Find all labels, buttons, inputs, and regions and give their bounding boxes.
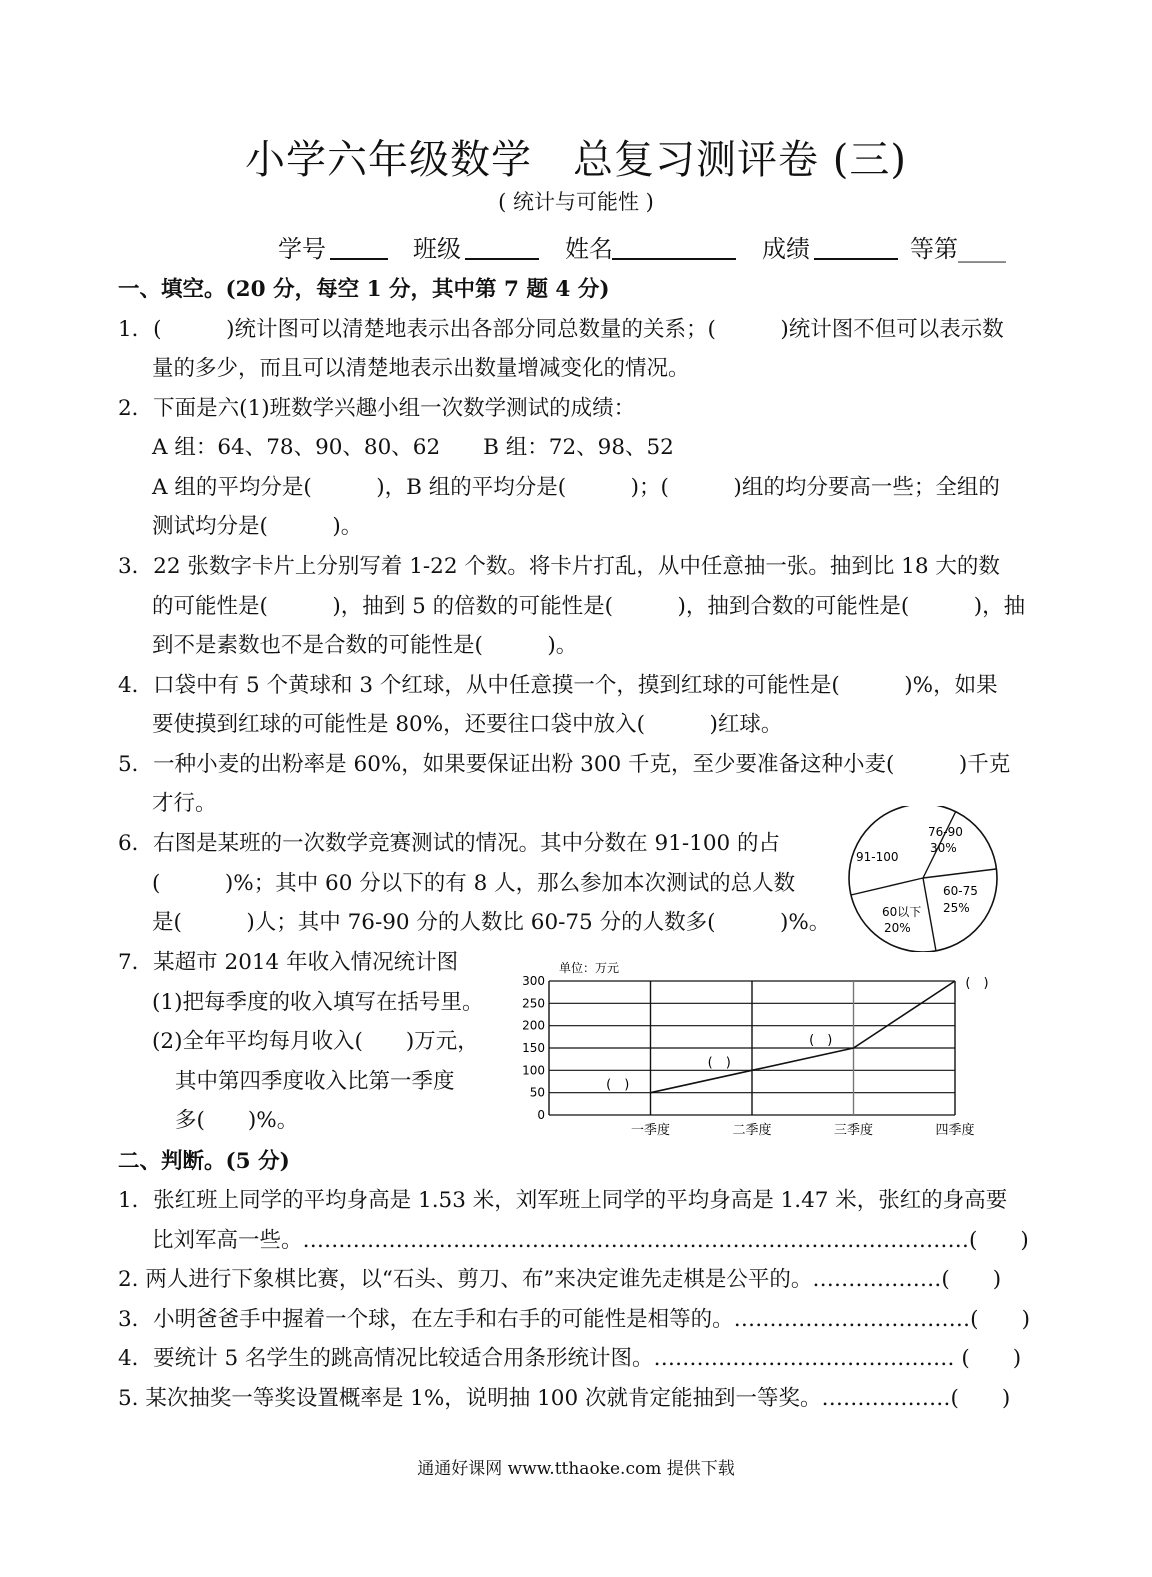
class-label: 班级 bbox=[413, 235, 461, 263]
pie-pct-76-90: 30% bbox=[930, 841, 957, 855]
pie-label-below-60: 60以下 bbox=[882, 905, 922, 919]
chart-grid bbox=[549, 981, 955, 1115]
pie-label-60-75: 60-75 bbox=[943, 884, 978, 898]
grade-label: 等第____ bbox=[910, 235, 1006, 263]
y-tick-250: 250 bbox=[522, 996, 545, 1011]
judge-q4: 4．要统计 5 名学生的跳高情况比较适合用条形统计图。…………………………………… ( ) bbox=[118, 1346, 1022, 1371]
q3-line2: 的可能性是( )，抽到 5 的倍数的可能性是( )，抽到合数的可能性是( )，抽 bbox=[152, 594, 1026, 619]
q7-line1: 7．某超市 2014 年收入情况统计图 bbox=[118, 950, 459, 975]
q6-line1: 6．右图是某班的一次数学竞赛测试的情况。其中分数在 91-100 的占 bbox=[118, 831, 781, 856]
judge-q2: 2. 两人进行下象棋比赛，以“石头、剪刀、布”来决定谁先走棋是公平的。………………( ) bbox=[118, 1267, 1002, 1292]
pie-pct-below-60: 20% bbox=[884, 921, 911, 935]
value-blank-1: ( ) bbox=[707, 1055, 731, 1071]
judge-q3: 3．小明爸爸手中握着一个球，在左手和右手的可能性是相等的。……………………………( ) bbox=[118, 1307, 1030, 1332]
q6-line3: 是( )人；其中 76-90 分的人数比 60-75 分的人数多( )%。 bbox=[152, 910, 831, 935]
y-tick-300: 300 bbox=[522, 974, 545, 988]
x-tick-一季度: 一季度 bbox=[630, 1123, 671, 1138]
class-blank[interactable] bbox=[465, 232, 539, 260]
name-label: 姓名 bbox=[565, 235, 613, 263]
pie-divider-4 bbox=[851, 878, 923, 895]
page-title: 小学六年级数学 总复习测评卷 (三) bbox=[245, 137, 907, 183]
value-blank-3: ( ) bbox=[965, 976, 989, 991]
y-tick-150: 150 bbox=[522, 1041, 545, 1055]
page-subtitle: ( 统计与可能性 ) bbox=[498, 190, 654, 214]
y-tick-50: 50 bbox=[529, 1085, 545, 1100]
chart-x-ticks bbox=[631, 1122, 975, 1138]
section2-heading: 二、判断。(5 分) bbox=[118, 1149, 290, 1174]
judge-q1-line2: 比刘军高一些。…………………………………………………………………………………( ) bbox=[152, 1228, 1029, 1253]
pie-label-76-90: 76-90 bbox=[928, 825, 963, 839]
pie-pct-60-75: 25% bbox=[943, 901, 970, 915]
chart-blanks bbox=[606, 976, 988, 1093]
chart-series-line bbox=[651, 981, 956, 1093]
pie-chart bbox=[846, 806, 1002, 952]
income-line-chart bbox=[505, 955, 995, 1143]
x-tick-二季度: 二季度 bbox=[732, 1123, 772, 1138]
q4-line2: 要使摸到红球的可能性是 80%，还要往口袋中放入( )红球。 bbox=[152, 712, 783, 737]
x-tick-四季度: 四季度 bbox=[935, 1123, 975, 1138]
section1-heading: 一、填空。(20 分，每空 1 分，其中第 7 题 4 分) bbox=[118, 277, 610, 302]
q5-line2: 才行。 bbox=[152, 791, 217, 816]
q1-line1: 1．( )统计图可以清楚地表示出各部分同总数量的关系；( )统计图不但可以表示数 bbox=[118, 317, 1004, 342]
q2-line4: 测试均分是( )。 bbox=[152, 514, 363, 539]
score-label: 成绩 bbox=[762, 235, 810, 263]
q2-line2: A 组：64、78、90、80、62 B 组：72、98、52 bbox=[152, 435, 674, 460]
q4-line1: 4．口袋中有 5 个黄球和 3 个红球，从中任意摸一个，摸到红球的可能性是( )%，如果 bbox=[118, 673, 998, 698]
q6-line2: ( )%；其中 60 分以下的有 8 人，那么参加本次测试的总人数 bbox=[152, 871, 796, 896]
footer-source: 通通好课网 www.tthaoke.com 提供下载 bbox=[417, 1459, 735, 1479]
q3-line1: 3．22 张数字卡片上分别写着 1-22 个数。将卡片打乱，从中任意抽一张。抽到比 18 大的数 bbox=[118, 554, 1000, 579]
q3-line3: 到不是素数也不是合数的可能性是( )。 bbox=[152, 633, 578, 658]
q2-line1: 2．下面是六(1)班数学兴趣小组一次数学测试的成绩： bbox=[118, 396, 636, 421]
x-tick-三季度: 三季度 bbox=[833, 1123, 874, 1138]
value-blank-0: ( ) bbox=[606, 1077, 630, 1093]
pie-divider-2 bbox=[923, 869, 996, 878]
y-tick-0: 0 bbox=[537, 1108, 545, 1122]
score-blank[interactable] bbox=[814, 232, 898, 260]
chart-y-ticks bbox=[522, 974, 545, 1122]
pie-label-91-100: 91-100 bbox=[856, 850, 899, 864]
q7-line3: (2)全年平均每月收入( )万元， bbox=[152, 1029, 479, 1054]
q7-line4: 其中第四季度收入比第一季度 bbox=[175, 1069, 455, 1094]
judge-q5: 5. 某次抽奖一等奖设置概率是 1%，说明抽 100 次就肯定能抽到一等奖。………………( ) bbox=[118, 1386, 1011, 1411]
value-blank-2: ( ) bbox=[809, 1033, 833, 1048]
q7-line5: 多( )%。 bbox=[175, 1108, 299, 1133]
pie-divider-3 bbox=[923, 878, 936, 951]
q5-line1: 5．一种小麦的出粉率是 60%，如果要保证出粉 300 千克，至少要准备这种小麦( )千克 bbox=[118, 752, 1011, 777]
name-blank[interactable] bbox=[612, 232, 736, 260]
y-tick-200: 200 bbox=[522, 1018, 545, 1033]
chart-unit-label: 单位：万元 bbox=[559, 961, 620, 975]
student-id-label: 学号 bbox=[278, 235, 326, 263]
student-id-blank[interactable] bbox=[330, 232, 388, 260]
y-tick-100: 100 bbox=[522, 1063, 545, 1078]
q1-line2: 量的多少，而且可以清楚地表示出数量增减变化的情况。 bbox=[152, 356, 690, 381]
q7-line2: (1)把每季度的收入填写在括号里。 bbox=[152, 990, 484, 1015]
judge-q1-line1: 1．张红班上同学的平均身高是 1.53 米，刘军班上同学的平均身高是 1.47 米，张红的身高要 bbox=[118, 1188, 1008, 1213]
q2-line3: A 组的平均分是( )，B 组的平均分是( )；( )组的均分要高一些；全组的 bbox=[152, 475, 1000, 500]
